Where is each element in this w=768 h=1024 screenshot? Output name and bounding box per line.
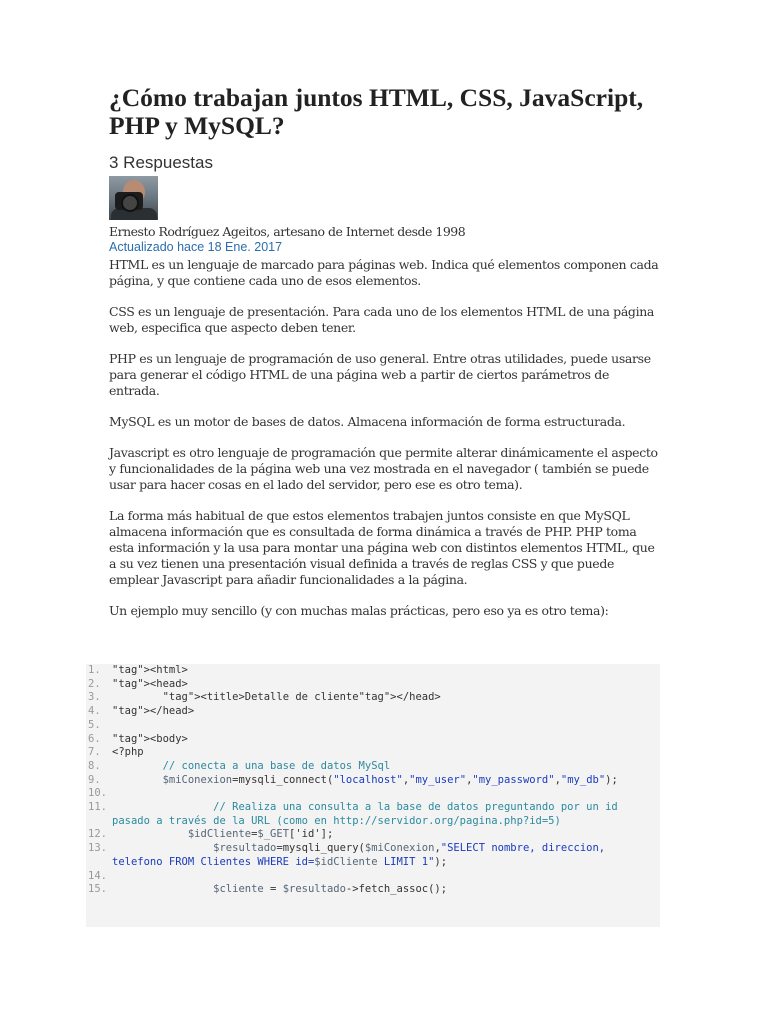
code-line <box>86 705 660 719</box>
code-text: // Realiza una consulta a la base de datos preguntando por un id pasado a través de la URL (como en http://servidor.org/pagina.php?id=5) <box>112 801 625 827</box>
line-number: 14. <box>88 869 107 882</box>
code-text: <?php <box>112 746 144 759</box>
code-line <box>86 883 660 897</box>
code-text <box>112 787 660 801</box>
code-line <box>86 733 660 747</box>
line-number: 9. <box>88 773 101 786</box>
code-text <box>112 870 660 884</box>
question-title[interactable]: ¿Cómo trabajan juntos HTML, CSS, JavaScript, PHP y MySQL? <box>109 83 644 140</box>
code-line <box>86 760 660 774</box>
line-number: 1. <box>88 664 101 676</box>
line-number: 8. <box>88 759 101 772</box>
answer-body <box>109 257 661 619</box>
code-text: // conecta a una base de datos MySql <box>162 759 391 772</box>
line-number: 4. <box>88 705 101 718</box>
code-line <box>86 719 660 733</box>
line-number: 5. <box>88 718 101 731</box>
code-text: "tag"><title>Detalle de cliente"tag"></head> <box>162 691 441 704</box>
code-line <box>86 678 660 692</box>
answer-paragraph: La forma más habitual de que estos elementos trabajen juntos consiste en que MySQL almacena información que es consultada de forma dinámica a través de PHP. PHP toma esta información y la usa para montar una página web con distintos elementos HTML, que a su vez tienen una presentación visual definida a través de reglas CSS y que puede emplear Javascript para añadir funcionalidades a la página. <box>109 508 655 587</box>
code-line <box>86 774 660 788</box>
code-text: $resultado=mysqli_query($miConexion,"SELECT nombre, direccion, telefono FROM Clientes WHERE id=$idCliente LIMIT 1"); <box>112 842 612 868</box>
answers-count[interactable]: 3 Respuestas <box>109 153 213 172</box>
line-number: 3. <box>88 691 101 704</box>
answer-paragraph: Un ejemplo muy sencillo (y con muchas malas prácticas, pero eso ya es otro tema): <box>109 603 609 618</box>
answer-paragraph: CSS es un lenguaje de presentación. Para cada uno de los elementos HTML de una página web, especifica que aspecto deben tener. <box>109 304 655 335</box>
code-line <box>86 691 660 705</box>
code-text: $miConexion=mysqli_connect("localhost","my_user","my_password","my_db"); <box>162 773 618 786</box>
line-number: 6. <box>88 732 101 745</box>
camera-lens-icon <box>121 194 139 212</box>
line-number: 10. <box>88 787 107 800</box>
code-line <box>86 870 660 884</box>
answer-paragraph: Javascript es otro lenguaje de programación que permite alterar dinámicamente el aspecto y funcionalidades de la página web una vez mostrada en el navegador ( también se puede usar para hacer cosas en el lado del servidor, pero ese es otro tema). <box>109 445 658 492</box>
line-number: 15. <box>88 883 107 896</box>
code-text: "tag"></head> <box>112 705 195 718</box>
answer-page <box>109 78 661 634</box>
answer-paragraph: PHP es un lenguaje de programación de uso general. Entre otras utilidades, puede usarse para generar el código HTML de una página web a partir de ciertos parámetros de entrada. <box>109 351 651 398</box>
code-text: $cliente = $resultado->fetch_assoc(); <box>213 883 448 896</box>
code-line <box>86 842 660 869</box>
code-text: "tag"><html> <box>112 664 188 676</box>
code-text <box>112 719 660 733</box>
line-number: 12. <box>88 828 107 841</box>
answer-paragraph: MySQL es un motor de bases de datos. Almacena información de forma estructurada. <box>109 414 626 429</box>
author-credential[interactable]: Ernesto Rodríguez Ageitos, artesano de Internet desde 1998 <box>109 224 466 239</box>
code-line <box>86 787 660 801</box>
code-block[interactable] <box>86 664 660 927</box>
code-line <box>86 801 660 828</box>
author-avatar[interactable] <box>109 176 158 220</box>
code-text: $idCliente=$_GET['id']; <box>187 828 334 841</box>
updated-date-link[interactable]: Actualizado hace 18 Ene. 2017 <box>109 240 283 254</box>
code-line <box>86 664 660 678</box>
line-number: 13. <box>88 842 107 855</box>
line-number: 2. <box>88 677 101 690</box>
line-number: 11. <box>88 801 107 814</box>
code-text: "tag"><head> <box>112 677 188 690</box>
code-line <box>86 746 660 760</box>
code-line <box>86 828 660 842</box>
answer-paragraph: HTML es un lenguaje de marcado para páginas web. Indica qué elementos componen cada página, y que contiene cada uno de esos elementos. <box>109 257 659 288</box>
line-number: 7. <box>88 746 101 759</box>
code-text: "tag"><body> <box>112 732 188 745</box>
